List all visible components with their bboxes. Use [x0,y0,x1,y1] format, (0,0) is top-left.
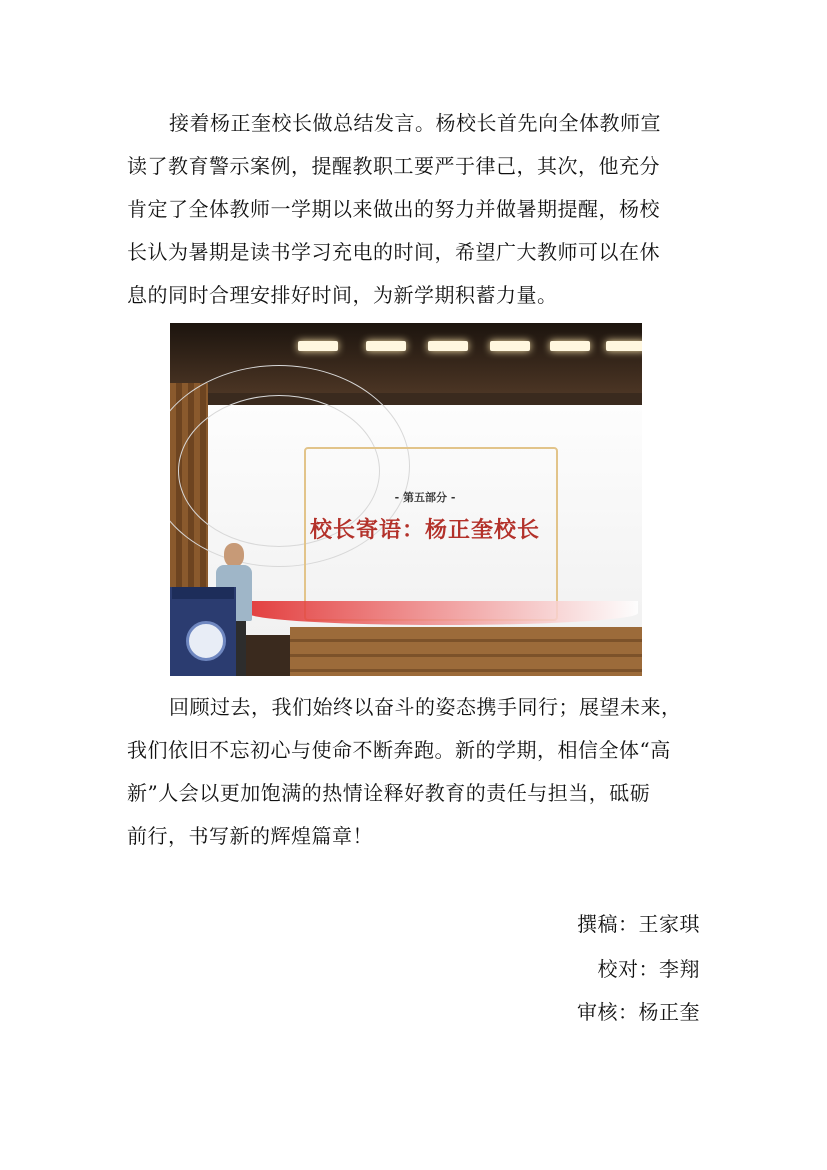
red-ribbon [248,601,638,625]
text-line: 新”人会以更加饱满的热情诠释好教育的责任与担当，砥砺 [127,781,651,805]
text-line: 长认为暑期是读书学习充电的时间，希望广大教师可以在休 [127,240,660,264]
school-emblem-icon [186,621,226,661]
ceiling-light [490,341,530,351]
text-line: 我们依旧不忘初心与使命不断奔跑。新的学期，相信全体“高 [127,738,671,762]
text-line: 息的同时合理安排好时间，为新学期积蓄力量。 [127,283,558,307]
credit-proofreader: 校对：李翔 [597,957,700,981]
credit-writer: 撰稿：王家琪 [577,912,700,936]
projection-screen [208,405,642,635]
slide-title: 校长寄语：杨正奎校长 [309,518,540,543]
podium-sign [172,587,234,599]
text-line: 肯定了全体教师一学期以来做出的努力并做暑期提醒，杨校 [127,197,660,221]
paragraph-closing [127,686,702,858]
paragraph-summary-speech [127,102,702,317]
slide-subtitle: - 第五部分 - [394,491,456,504]
text-line: 接着杨正奎校长做总结发言。杨校长首先向全体教师宣 [169,111,661,135]
text-line: 回顾过去，我们始终以奋斗的姿态携手同行；展望未来， [169,695,682,719]
ceiling-light [428,341,468,351]
stage-steps [290,627,642,676]
ceiling-light [550,341,590,351]
credit-reviewer: 审核：杨正奎 [577,1000,700,1024]
event-photo [170,323,642,676]
ceiling-light [366,341,406,351]
text-line: 读了教育警示案例，提醒教职工要严于律己，其次，他充分 [127,154,660,178]
podium [170,587,236,676]
ceiling-light [298,341,338,351]
text-line: 前行，书写新的辉煌篇章！ [127,824,373,848]
ceiling-light [606,341,642,351]
